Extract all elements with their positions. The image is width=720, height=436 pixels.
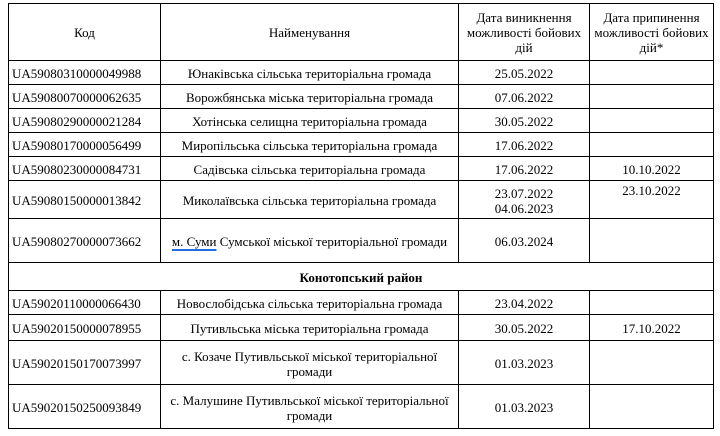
row-end-date bbox=[590, 341, 714, 385]
header-code: Код bbox=[9, 4, 161, 61]
row-start-date: 30.05.2022 bbox=[459, 109, 590, 133]
row-name: Ворожбянська міська територіальна громада bbox=[161, 85, 459, 109]
row-start-date: 25.05.2022 bbox=[459, 61, 590, 85]
row-code: UA59080270000073662 bbox=[9, 219, 161, 263]
table-row bbox=[9, 291, 714, 315]
table-row bbox=[9, 219, 714, 263]
row-name: Новослобідська сільська територіальна громада bbox=[161, 291, 459, 315]
table-row bbox=[9, 109, 714, 133]
row-start-date: 01.03.2023 bbox=[459, 341, 590, 385]
row-end-date bbox=[590, 291, 714, 315]
row-name-rest: Сумської міської територіальної громади bbox=[216, 234, 448, 249]
table-row bbox=[9, 181, 714, 219]
row-start-date: 30.05.2022 bbox=[459, 315, 590, 341]
row-name: Хотінська селищна територіальна громада bbox=[161, 109, 459, 133]
row-start-date: 17.06.2022 bbox=[459, 133, 590, 157]
row-end-date: 23.10.2022 bbox=[590, 181, 714, 219]
row-code: UA59080150000013842 bbox=[9, 181, 161, 219]
row-start-date: 23.07.2022 bbox=[494, 185, 554, 201]
header-start-date: Дата виникнення можливості бойових дій bbox=[459, 4, 590, 61]
row-code: UA59080230000084731 bbox=[9, 157, 161, 181]
row-code: UA59020150170073997 bbox=[9, 341, 161, 385]
table-row bbox=[9, 61, 714, 85]
combat-zones-table bbox=[8, 3, 714, 429]
section-row bbox=[9, 263, 714, 291]
row-end-date: 17.10.2022 bbox=[590, 315, 714, 341]
table-row bbox=[9, 341, 714, 385]
row-end-date bbox=[590, 85, 714, 109]
row-name: Миколаївська сільська територіальна громада bbox=[161, 181, 459, 219]
table-header-row bbox=[9, 4, 714, 61]
row-name: Юнаківська сільська територіальна громада bbox=[161, 61, 459, 85]
row-start-date: 17.06.2022 bbox=[459, 157, 590, 181]
row-code: UA59080310000049988 bbox=[9, 61, 161, 85]
row-end-date bbox=[590, 61, 714, 85]
table-row bbox=[9, 133, 714, 157]
row-code: UA59080290000021284 bbox=[9, 109, 161, 133]
table-row bbox=[9, 315, 714, 341]
row-code: UA59020150000078955 bbox=[9, 315, 161, 341]
row-code: UA59080070000062635 bbox=[9, 85, 161, 109]
section-title: Конотопський район bbox=[9, 263, 714, 291]
row-name: с. Малушине Путивльської міської територіальної громади bbox=[161, 385, 459, 429]
table-row bbox=[9, 157, 714, 181]
row-end-date bbox=[590, 133, 714, 157]
table-row bbox=[9, 385, 714, 429]
row-start-date: 23.04.2022 bbox=[459, 291, 590, 315]
row-code: UA59020150250093849 bbox=[9, 385, 161, 429]
row-start-date: 07.06.2022 bbox=[459, 85, 590, 109]
row-name: Путивльська міська територіальна громада bbox=[161, 315, 459, 341]
row-end-date bbox=[590, 385, 714, 429]
row-start-date: 01.03.2023 bbox=[459, 385, 590, 429]
row-start-date: 06.03.2024 bbox=[459, 219, 590, 263]
row-end-date: 10.10.2022 bbox=[590, 157, 714, 181]
row-end-date bbox=[590, 219, 714, 263]
table-row bbox=[9, 85, 714, 109]
row-code: UA59080170000056499 bbox=[9, 133, 161, 157]
row-name: Садівська сільська територіальна громада bbox=[161, 157, 459, 181]
row-start-date: 04.06.2023 bbox=[494, 200, 554, 216]
header-name: Найменування bbox=[161, 4, 459, 61]
row-name: Миропільська сільська територіальна громада bbox=[161, 133, 459, 157]
highlighted-city-name: м. Суми bbox=[171, 234, 217, 249]
row-name bbox=[161, 219, 459, 263]
row-name: с. Козаче Путивльської міської територіальної громади bbox=[161, 341, 459, 385]
row-end-date bbox=[590, 109, 714, 133]
header-end-date: Дата припинення можливості бойових дій* bbox=[590, 4, 714, 61]
row-code: UA59020110000066430 bbox=[9, 291, 161, 315]
row-start-dates bbox=[459, 181, 590, 219]
